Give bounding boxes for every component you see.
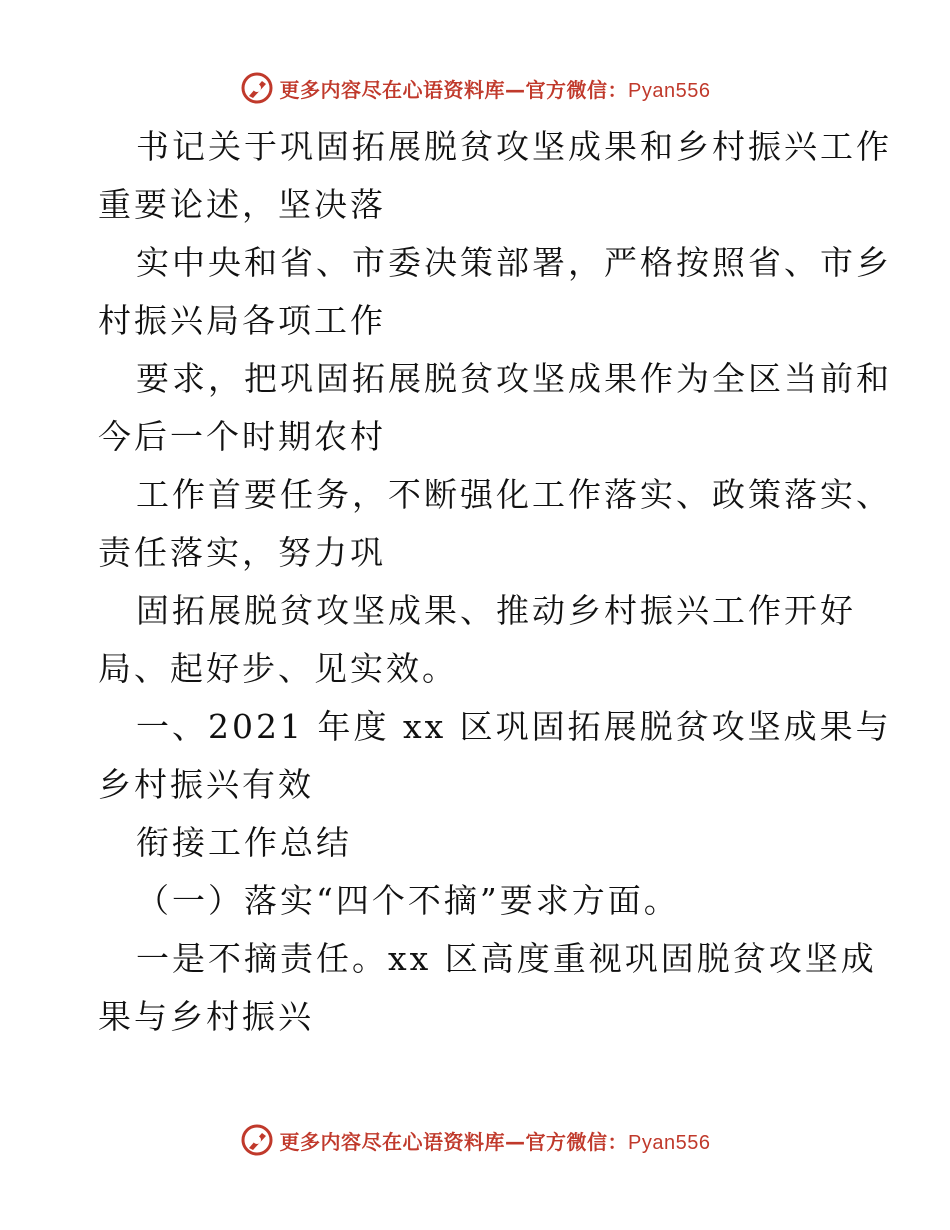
watermark-id: Pyan556 xyxy=(628,79,711,102)
text-line: 要求，把巩固拓展脱贫攻坚成果作为全区当前和 xyxy=(136,359,892,398)
watermark-text: 更多内容尽在心语资料库—官方微信：Pyan556 xyxy=(279,1129,711,1154)
pen-seal-icon xyxy=(240,1123,274,1157)
watermark-text: 更多内容尽在心语资料库—官方微信：Pyan556 xyxy=(279,77,711,102)
text-line: 实中央和省、市委决策部署，严格按照省、市乡 xyxy=(136,243,892,282)
header-watermark xyxy=(0,68,950,108)
text-line: 书记关于巩固拓展脱贫攻坚成果和乡村振兴工作 xyxy=(136,127,892,166)
subsection-heading: （一）落实“四个不摘”要求方面。 xyxy=(136,881,680,920)
text-line: 果与乡村振兴 xyxy=(98,997,314,1036)
text-line: 局、起好步、见实效。 xyxy=(98,649,458,688)
text-line: 一是不摘责任。xx 区高度重视巩固脱贫攻坚成 xyxy=(136,939,877,978)
text-line: 重要论述，坚决落 xyxy=(98,185,386,224)
text-line: 今后一个时期农村 xyxy=(98,417,386,456)
text-line: 固拓展脱贫攻坚成果、推动乡村振兴工作开好 xyxy=(136,591,856,630)
watermark-id: Pyan556 xyxy=(628,1131,711,1154)
footer-watermark xyxy=(0,1120,950,1160)
pen-seal-icon xyxy=(240,71,274,105)
section-heading-cont: 乡村振兴有效 xyxy=(98,765,314,804)
text-line: 工作首要任务，不断强化工作落实、政策落实、 xyxy=(136,475,892,514)
text-line: 责任落实，努力巩 xyxy=(98,533,386,572)
text-line: 村振兴局各项工作 xyxy=(98,301,386,340)
section-heading-cont: 衔接工作总结 xyxy=(136,823,352,862)
section-heading: 一、2021 年度 xx 区巩固拓展脱贫攻坚成果与 xyxy=(136,707,892,746)
document-body xyxy=(98,118,892,1046)
